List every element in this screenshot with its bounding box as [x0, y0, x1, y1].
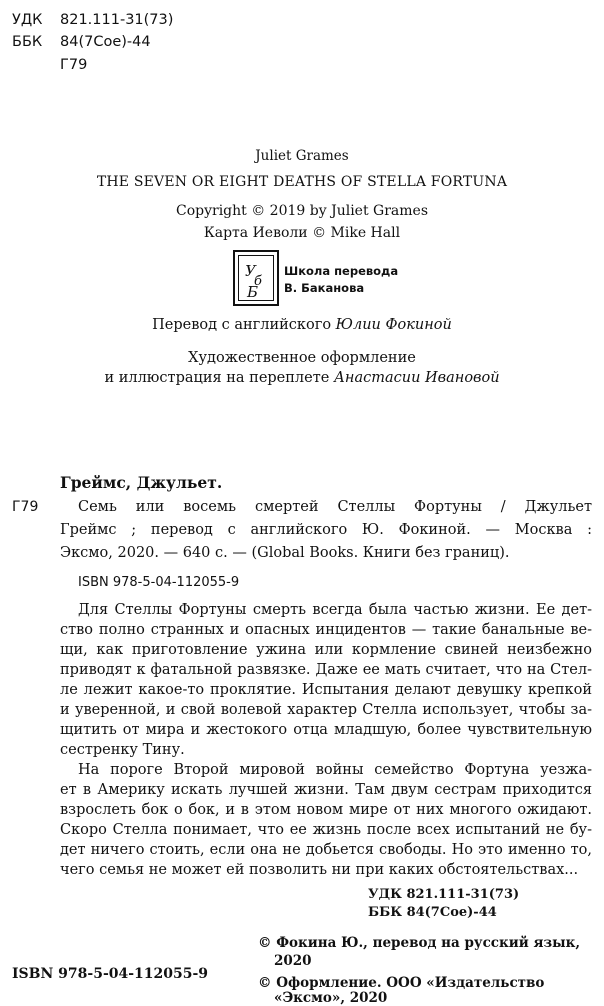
annotation-p2-line: ет в Америку искать лучшей жизни. Там двум сестрам приходится: [60, 782, 592, 798]
annotation-p2-line: Скоро Стелла понимает, что ее жизнь после всех испытаний не бу-: [60, 822, 592, 838]
translation-prefix: Перевод с английского: [152, 317, 332, 333]
illustrator-name: Анастасии Ивановой: [333, 370, 500, 386]
svg-text:б: б: [254, 274, 262, 289]
design-credit-line2: [0, 370, 604, 386]
original-author: Juliet Grames: [255, 148, 349, 164]
annotation-p2-line: На пороге Второй мировой войны семейство Фортуна уезжа-: [78, 762, 592, 778]
udk-value: 821.111-31(73): [60, 12, 174, 28]
catalog-line2: Греймс ; перевод с английского Ю. Фокиной. — Москва :: [60, 522, 592, 538]
copyright-original: Copyright © 2019 by Juliet Grames: [176, 203, 428, 219]
catalog-isbn: ISBN 978-5-04-112055-9: [78, 575, 240, 590]
design-prefix: и иллюстрация на переплете: [104, 370, 330, 386]
map-credit: Карта Иеволи © Mike Hall: [203, 225, 401, 241]
copyright-translation-line2: 2020: [274, 953, 312, 969]
bbk-value: 84(7Сое)-44: [60, 34, 151, 50]
svg-text:Б: Б: [247, 283, 259, 301]
logo-text-line1: Школа перевода: [284, 264, 399, 278]
annotation-p1-line: ле лежит какое-то проклятие. Испытания делают девушку крепкой: [60, 682, 592, 698]
annotation-p1-line: сестренку Тину.: [60, 742, 185, 758]
annotation-p1-line: Для Стеллы Фортуны смерть всегда была частью жизни. Ее дет-: [78, 602, 592, 618]
annotation-p2-line: взрослеть бок о бок, и в этом новом мире от них многого ожидают.: [60, 802, 592, 818]
annotation-p1-line: щитить от мира и жестокого отца младшую, более чувствительную: [60, 722, 592, 738]
copyright-design-line2: «Эксмо», 2020: [274, 990, 388, 1006]
design-credit-line1: Художественное оформление: [188, 350, 416, 366]
copyright-translation-line1: © Фокина Ю., перевод на русский язык,: [258, 935, 581, 951]
author-mark: Г79: [60, 57, 88, 73]
original-title: THE SEVEN OR EIGHT DEATHS OF STELLA FORTUNA: [96, 174, 508, 190]
annotation-p1-line: приводят к фатальной развязке. Даже ее мать считает, что на Стел-: [60, 662, 592, 678]
logo-text-line2: В. Баканова: [284, 281, 365, 295]
bbk-label: ББК: [12, 34, 43, 50]
footer-udk: УДК 821.111-31(73): [368, 887, 520, 902]
footer-isbn: ISBN 978-5-04-112055-9: [12, 966, 209, 982]
copyright-design-line1: © Оформление. ООО «Издательство: [258, 975, 545, 991]
catalog-heading: Греймс, Джульет.: [60, 473, 223, 492]
catalog-line1: Семь или восемь смертей Стеллы Фортуны / Джульет: [78, 499, 592, 515]
logo-monogram-icon: [239, 256, 276, 303]
logo-inner-frame: [238, 255, 274, 301]
annotation-p2-line: чего семья не может ей позволить ни при каких обстоятельствах...: [60, 862, 579, 878]
annotation-p1-line: ство полно странных и опасных инцидентов — такие банальные ве-: [60, 622, 592, 638]
footer-bbk: ББК 84(7Сое)-44: [368, 905, 497, 920]
svg-text:У: У: [245, 262, 256, 280]
annotation-p2-line: дет ничего стоить, если она не добьется свободы. Но это именно то,: [60, 842, 592, 858]
catalog-line3: Эксмо, 2020. — 640 с. — (Global Books. Книги без границ).: [60, 545, 510, 561]
catalog-mark: Г79: [12, 499, 39, 515]
translation-credit: [0, 317, 604, 333]
logo-frame: [233, 250, 279, 306]
annotation-p1-line: и уверенной, и свой волевой характер Стелла использует, чтобы за-: [60, 702, 592, 718]
annotation-p1-line: щи, как приготовление ужина или кормление свиней неизбежно: [60, 642, 592, 658]
translator-name: Юлии Фокиной: [335, 317, 452, 333]
udk-label: УДК: [12, 12, 43, 28]
